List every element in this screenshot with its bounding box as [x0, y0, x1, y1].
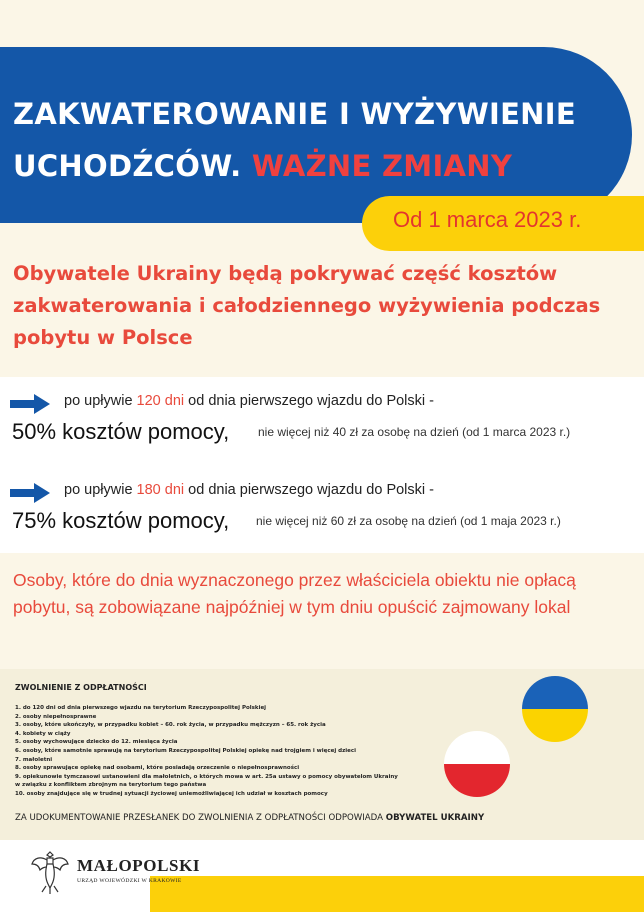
rule-prefix: po upływie: [64, 393, 133, 409]
title-line-1: ZAKWATEROWANIE I WYŻYWIENIE: [13, 97, 576, 131]
list-item: w związku z konfliktem zbrojnym na terytorium tego państwa: [15, 782, 207, 789]
poland-flag-icon: [444, 731, 510, 797]
rule-suffix: od dnia pierwszego wjazdu do Polski -: [188, 482, 434, 498]
warning-text: Osoby, które do dnia wyznaczonego przez właściciela obiektu nie opłacą pobytu, są zobowiązane najpóźniej w tym dniu opuścić zajmowany lokal: [13, 570, 576, 617]
list-item: 1. do 120 dni od dnia pierwszego wjazdu na terytorium Rzeczypospolitej Polskiej: [15, 705, 267, 711]
title-line-2: UCHODŹCÓW.: [13, 149, 242, 183]
rule-limit: nie więcej niż 60 zł za osobę na dzień (od 1 maja 2023 r.): [256, 514, 561, 528]
org-name: MAŁOPOLSKI: [77, 856, 201, 875]
footer-bold: OBYWATEL UKRAINY: [385, 813, 485, 823]
exemptions-list: [15, 704, 435, 799]
page-title: [13, 88, 623, 192]
rule-percent: 75% kosztów pomocy,: [12, 508, 230, 533]
rule-percent: 50% kosztów pomocy,: [12, 419, 230, 444]
list-item: 4. kobiety w ciąży: [15, 730, 71, 737]
ukraine-flag-icon: [522, 676, 588, 742]
footer-yellow-strip: [150, 876, 644, 912]
list-item: 8. osoby sprawujące opiekę nad osobami, które posiadają orzeczenie o niepełnosprawności: [15, 765, 300, 772]
exemptions-footer: [15, 813, 484, 823]
rule-limit: nie więcej niż 40 zł za osobę na dzień (od 1 marca 2023 r.): [258, 425, 571, 439]
list-item: 2. osoby niepełnosprawne: [15, 713, 97, 720]
list-item: 9. opiekunowie tymczasowi ustanowieni dla małoletnich, o których mowa w art. 25a ustawy o pomocy obywatelom Ukrainy: [15, 773, 398, 780]
rule-text: [64, 393, 434, 409]
org-subtitle: URZĄD WOJEWÓDZKI W KRAKOWIE: [77, 878, 182, 884]
exemptions-title: ZWOLNIENIE Z ODPŁATNOŚCI: [15, 683, 147, 692]
list-item: 3. osoby, które ukończyły, w przypadku kobiet – 60. rok życia, w przypadku mężczyzn – 65. rok życia: [15, 722, 326, 729]
arrow-right-icon: [10, 483, 50, 503]
footer-text: ZA UDOKUMENTOWANIE PRZESŁANEK DO ZWOLNIENIA Z ODPŁATNOŚCI ODPOWIADA: [15, 813, 384, 823]
arrow-right-icon: [10, 394, 50, 414]
list-item: 10. osoby znajdujące się w trudnej sytuacji życiowej uniemożliwiającej ich udział w kosztach pomocy: [15, 790, 328, 797]
rule-prefix: po upływie: [64, 482, 133, 498]
rule-text: [64, 482, 434, 498]
eagle-emblem-icon: [30, 848, 70, 896]
date-badge-text: Od 1 marca 2023 r.: [393, 207, 582, 232]
list-item: 5. osoby wychowujące dziecko do 12. miesiąca życia: [15, 739, 178, 746]
rule-days: 180 dni: [136, 482, 185, 498]
list-item: 7. małoletni: [15, 756, 53, 763]
list-item: 6. osoby, które samotnie sprawują na terytorium Rzeczypospolitej Polskiej opiekę nad trojgiem i więcej dzieci: [15, 747, 357, 754]
rule-suffix: od dnia pierwszego wjazdu do Polski -: [188, 393, 434, 409]
title-accent: WAŻNE ZMIANY: [251, 149, 513, 183]
subheading: Obywatele Ukrainy będą pokrywać część kosztów zakwaterowania i całodziennego wyżywienia podczas pobytu w Polsce: [13, 262, 601, 349]
rule-days: 120 dni: [136, 393, 185, 409]
